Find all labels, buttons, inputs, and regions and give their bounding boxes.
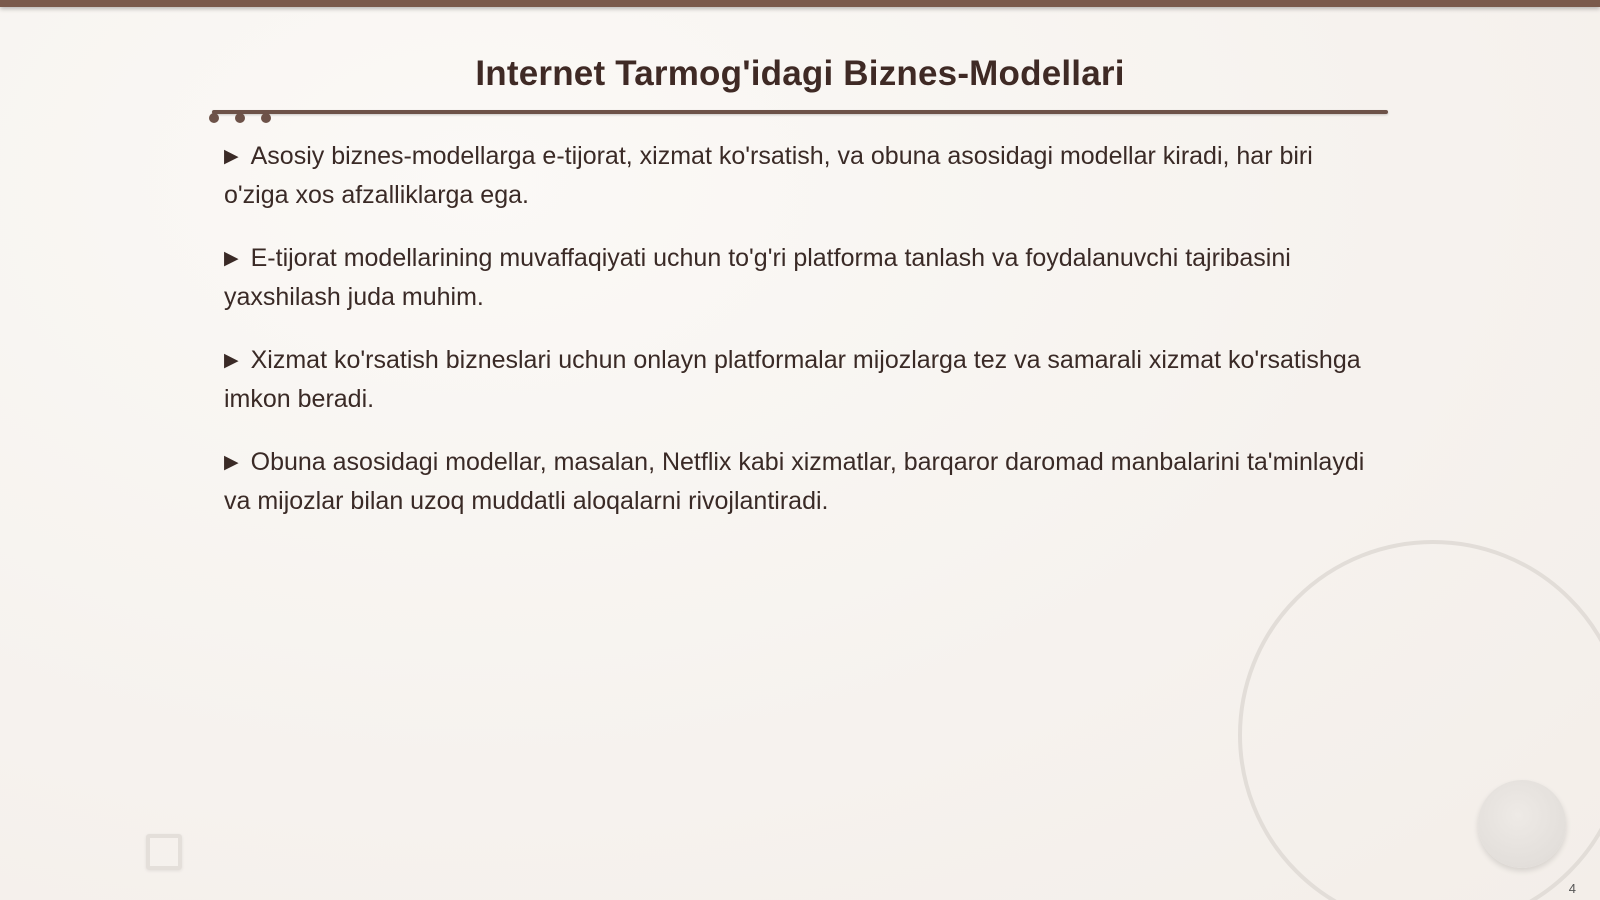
triangle-bullet-icon: ▶ [224, 146, 239, 167]
bullet-list [224, 138, 1384, 546]
slide-title: Internet Tarmog'idagi Biznes-Modellari [475, 54, 1125, 93]
triangle-bullet-icon: ▶ [224, 248, 239, 269]
bullet-text: E-tijorat modellarining muvaffaqiyati uchun to'g'ri platforma tanlash va foydalanuvchi tajribasini yaxshilash juda muhim. [224, 244, 1291, 311]
bullet-text: Asosiy biznes-modellarga e-tijorat, xizmat ko'rsatish, va obuna asosidagi modellar kiradi, har biri o'ziga xos afzalliklarga ega. [224, 142, 1313, 209]
title-underline [212, 110, 1388, 114]
triangle-bullet-icon: ▶ [224, 452, 239, 473]
bullet-item [224, 240, 1384, 316]
decorative-dot-1 [209, 113, 219, 123]
decorative-dot-3 [261, 113, 271, 123]
decorative-square [146, 834, 182, 870]
top-accent-bar [0, 0, 1600, 7]
bullet-text: Xizmat ko'rsatish bizneslari uchun onlayn platformalar mijozlarga tez va samarali xizmat ko'rsatishga imkon beradi. [224, 346, 1361, 413]
bullet-item [224, 138, 1384, 214]
decorative-dot-2 [235, 113, 245, 123]
decorative-circle [1478, 780, 1566, 868]
page-number: 4 [1568, 881, 1576, 896]
bullet-item [224, 444, 1384, 520]
triangle-bullet-icon: ▶ [224, 350, 239, 371]
bullet-text: Obuna asosidagi modellar, masalan, Netflix kabi xizmatlar, barqaror daromad manbalarini ta'minlaydi va mijozlar bilan uzoq muddatli aloqalarni rivojlantiradi. [224, 448, 1365, 515]
bullet-item [224, 342, 1384, 418]
